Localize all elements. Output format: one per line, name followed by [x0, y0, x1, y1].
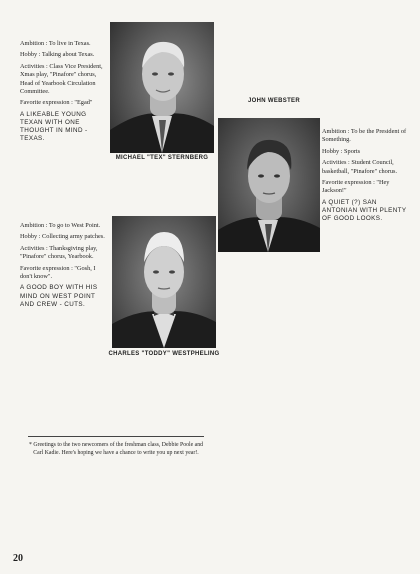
hobby-text: Hobby : Talking about Texas.	[20, 51, 95, 59]
portrait-westpheling	[112, 216, 216, 348]
ambition-text: Ambition : To be the President of Something.	[322, 128, 407, 144]
quote-text: A QUIET (?) SAN ANTONIAN WITH PLENTY OF GOOD LOOKS.	[322, 198, 407, 223]
expression-text: Favorite expression : "Egad"	[20, 99, 93, 107]
activities-text: Activities : Student Council, basketball, "Pinafore" chorus.	[322, 159, 398, 175]
hobby-text: Hobby : Sports	[322, 147, 361, 155]
portrait-sternberg	[110, 22, 214, 153]
expression-text: Favorite expression : "Gosh, I don't know".	[20, 264, 96, 281]
hobby-text: Hobby : Collecting army patches.	[20, 233, 105, 241]
expression-text: Favorite expression : "Hey Jackson!"	[322, 179, 390, 195]
quote-text: A LIKEABLE YOUNG TEXAN WITH ONE THOUGHT IN MIND - TEXAS.	[20, 110, 88, 143]
portrait-webster	[218, 118, 320, 252]
name-caption-webster: JOHN WEBSTER	[248, 98, 300, 104]
ambition-text: Ambition : To go to West Point.	[20, 222, 101, 229]
bio-westpheling	[20, 222, 108, 312]
quote-text: A GOOD BOY WITH HIS MIND ON WEST POINT AND CREW - CUTS.	[20, 284, 98, 308]
name-caption-westpheling	[104, 350, 224, 359]
page-number: 20	[13, 553, 23, 564]
bio-sternberg	[20, 40, 108, 147]
ambition-text: Ambition : To live in Texas.	[20, 40, 91, 47]
activities-text: Activities : Thanksgiving play, "Pinafore" chorus, Yearbook.	[20, 244, 98, 261]
footnote: * Greetings to the two newcomers of the freshman class, Debbie Poole and Carl Kadie. Here's hoping we have a chance to write you up next year!.	[28, 436, 204, 457]
name-caption-text: CHARLES "TODDY" WESTPHELING	[108, 351, 220, 357]
bio-webster	[322, 128, 408, 226]
activities-text: Activities : Class Vice President, Xmas play, "Pinafore" chorus, Head of Yearbook Circulation Committee.	[20, 62, 103, 96]
name-caption-sternberg: MICHAEL "TEX" STERNBERG	[115, 155, 209, 161]
